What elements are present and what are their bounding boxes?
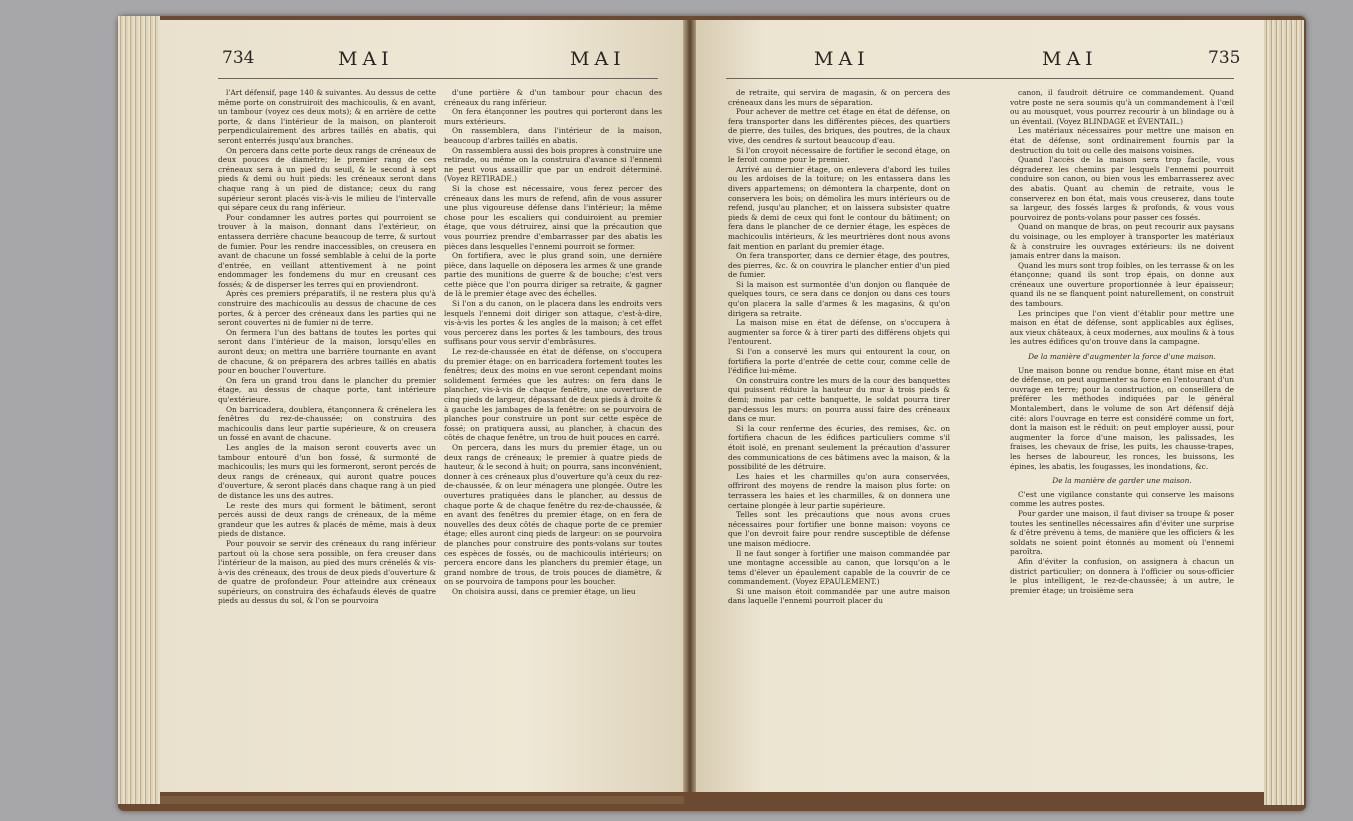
paragraph: C'est une vigilance constante qui conserve les maisons comme les autres postes. <box>1010 489 1234 509</box>
paragraph: Le rez-de-chaussée en état de défense, on s'occupera du premier étage: on en barricadera fortement toutes les fenêtres; deux des moins en vue seront cependant moins solidement fermées que les autres: on fera dans le plancher, vis-à-vis de chaque fenêtre, une ouverture de cinq pieds de largeur, dépassant de deux pieds à droite & à gauche les jambages de la fenêtre: on se pourvoira de planches pour construire un pont sur cette espèce de fossé; on pratiquera aussi, au plancher, à chacun des côtés de chaque fenêtre, un trou de huit pouces en carré. <box>444 347 662 443</box>
paragraph: Le reste des murs qui forment le bâtiment, seront percés aussi de deux rangs de créneaux, de la même grandeur que les autres & placés de même, mais à deux pieds de distance. <box>218 500 436 539</box>
right-page-edges <box>1264 20 1304 805</box>
paragraph: Si l'on a du canon, on le placera dans les endroits vers lesquels l'ennemi doit diriger son attaque, c'est-à-dire, vis-à-vis les portes & les angles de la maison; à cet effet vous percerez dans les portes & les tambours, des trous suffisans pour vous servir d'embrâsures. <box>444 299 662 347</box>
paragraph: Les principes que l'on vient d'établir pour mettre une maison en état de défense, sont applicables aux églises, aux vieux châteaux, à ceux modernes, aux moulins & à tous les autres édifices qu'on trouve dans la campagne. <box>1010 308 1234 347</box>
book-gutter <box>683 20 697 792</box>
left-page-number: 734 <box>222 48 255 68</box>
left-page-edges <box>118 16 160 804</box>
paragraph: de retraite, qui servira de magasin, & on percera des créneaux dans les murs de séparation. <box>728 88 950 107</box>
right-column-2 <box>1010 88 1234 728</box>
paragraph: Si l'on a conservé les murs qui entourent la cour, on fortifiera la porte d'entrée de cette cour, comme celle de l'édifice lui-même. <box>728 347 950 376</box>
paragraph: Les haies et les charmilles qu'on aura conservées, offriront des moyens de rendre la maison plus forte: on terrassera les haies et les charmilles, & on donnera une certaine plongée à leur partie supérieure. <box>728 471 950 510</box>
left-running-head-2: MAI <box>570 48 626 70</box>
left-page <box>160 20 684 792</box>
paragraph: On percera, dans les murs du premier étage, un ou deux rangs de créneaux; le premier à quatre pieds de hauteur, & le second à huit; on pourra, sans inconvénient, donner à ces créneaux plus d'ouverture qu'à ceux du rez-de-chaussée, & on leur ménagera une plongée. Outre les ouvertures pratiquées dans le plancher, au dessus de chaque porte & de chaque fenêtre du rez-de-chaussée, & en avant des fenêtres du premier étage, on en fera de nouvelles des deux côtés de chaque porte de ce premier étage; elles auront cinq pieds de largeur: on se pourvoira de planches pour construire des ponts-volans sur toutes ces espèces de fossés, ou de machicoulis intérieurs; on percera encore dans les planchers du premier étage, un grand nombre de trous, de trois pouces de diamètre, & on se pourvoira de tampons pour les boucher. <box>444 442 662 587</box>
paragraph: On fortifiera, avec le plus grand soin, une dernière pièce, dans laquelle on déposera les armes & une grande partie des munitions de guerre & de bouche; c'est vers cette pièce que l'on pourra diriger sa retraite, & gagner de là le premier étage avec des échelles. <box>444 251 662 299</box>
left-head-rule <box>218 78 658 79</box>
paragraph: canon, il faudroit détruire ce commandement. Quand votre poste ne sera soumis qu'à un commandement à l'œil ou au mousquet, vous pourrez recourir à un blindage ou à un éventail. (Voyez BLINDAGE et ÉVENTAIL.) <box>1010 88 1234 126</box>
right-running-head-1: MAI <box>814 48 870 70</box>
paragraph: Si l'on croyoit nécessaire de fortifier le second étage, on le feroit comme pour le premier. <box>728 145 950 165</box>
paragraph: Pour garder une maison, il faut diviser sa troupe & poser toutes les sentinelles nécessaires afin d'éviter une surprise & d'être prévenu à tems, de manière que les officiers & les soldats ne soient point étonnés au moment où l'ennemi paroîtra. <box>1010 508 1234 557</box>
paragraph: Après ces premiers préparatifs, il ne restera plus qu'à construire des machicoulis au dessus de chacune de ces portes, & à percer des créneaux dans les parties qui ne seront couvertes ni de fumier ni de terre. <box>218 289 436 328</box>
paragraph: On fermera l'un des battans de toutes les portes qui seront dans l'intérieur de la maison, lorsqu'elles en auront deux; on mettra une barrière tournante en avant de chacune, & on préparera des arbres taillés en abatis pour en boucher l'ouverture. <box>218 327 436 376</box>
section-title: De la manière de garder une maison. <box>1052 476 1192 486</box>
paragraph: On barricadera, doublera, étançonnera & crénelera les fenêtres du rez-de-chaussée; on construira des machicoulis dans leur partie supérieure, & on creusera un fossé en avant de chacune. <box>218 404 436 443</box>
paragraph: Il ne faut songer à fortifier une maison commandée par une montagne accessible au canon, que lorsqu'on a le tems d'élever un épaulement capable de la couvrir de ce commandement. (Voyez EPAULEMENT.) <box>728 548 950 587</box>
paragraph: Les matériaux nécessaires pour mettre une maison en état de défense, sont ordinairement fournis par la destruction du toit ou celle des maisons voisines. <box>1010 126 1234 155</box>
section-title: De la manière d'augmenter la force d'une maison. <box>1028 352 1216 362</box>
paragraph: Arrivé au dernier étage, on enlevera d'abord les tuiles ou les ardoises de la toiture; on les entassera dans les divers appartemens; on démontera la charpente, dont on conservera les bois; on démolira les murs intérieurs ou de refend, jusqu'au plancher, et on laissera subsister quatre pieds & demi de ceux qui font le contour du bâtiment; on fera dans le plancher de ce dernier étage, les espèces de machicoulis intérieurs, & les meurtrières dont nous avons fait mention en parlant du premier étage. <box>728 164 950 251</box>
paragraph: On rassemblera aussi des bois propres à construire une retirade, ou même on la construira d'avance si l'ennemi ne peut vous assaillir que par un endroit déterminé. (Voyez RETIRADE.) <box>444 145 662 184</box>
right-head-rule <box>726 78 1234 79</box>
paragraph: On percera dans cette porte deux rangs de créneaux de deux pouces de diamètre; le premier rang de ces créneaux sera à un pied du seuil, & le second à sept pieds & demi ou huit pieds: les créneaux seront dans chaque rang à un pied de distance; ceux du rang supérieur seront placés vis-à-vis le milieu de l'intervalle qui sépare ceux du rang inférieur. <box>218 145 436 213</box>
left-running-head-1: MAI <box>338 48 394 70</box>
paragraph: Quand l'accès de la maison sera trop facile, vous dégraderez les chemins par lesquels l'ennemi pourroit conduire son canon, ou bien vous les embarrasserez avec des abatis. Quant au chemin de retraite, vous le conserverez en bon état, mais vous creuserez, dans toute sa largeur, des fossés larges & profonds, & vous vous pourvoirez de ponts-volans pour passer ces fossés. <box>1010 155 1234 222</box>
book-tail <box>160 796 684 804</box>
paragraph: Si la maison est surmontée d'un donjon ou flanquée de quelques tours, ce sera dans ce donjon ou dans ces tours qu'on placera la salle d'armes & les magasins, & qu'on dirigera sa retraite. <box>728 279 950 318</box>
paragraph: Si la cour renferme des écuries, des remises, &c. on fortifiera chacun de les édifices particuliers comme s'il étoit isolé, en prenant seulement la précaution d'assurer des communications de ces bâtimens avec la maison, & la possibilité de les détruire. <box>728 423 950 472</box>
paragraph: Pour condamner les autres portes qui pourroient se trouver à la maison, donnant dans l'extérieur, on entassera derrière chacune beaucoup de terre, & surtout de fumier. Pour les rendre inaccessibles, on creusera en avant de chacune un fossé semblable à celui de la porte d'entrée, en veillant attentivement à ne point endommager les fondemens du mur en creusant ces fossés; & de disperser les terres qui en proviendront. <box>218 212 436 289</box>
paragraph: d'une portière & d'un tambour pour chacun des créneaux du rang inférieur. <box>444 88 662 107</box>
paragraph: Si la chose est nécessaire, vous ferez percer des créneaux dans les murs de refend, afin de vous assurer une plus vigoureuse défense dans l'intérieur; la même chose pour les escaliers qui conduiroient au premier étage, que vous détruirez, ainsi que la précaution que vous pourriez prendre d'embarrasser par des abatis les pièces dans lesquelles l'ennemi pourroit se former. <box>444 183 662 251</box>
paragraph: On fera un grand trou dans le plancher du premier étage, au dessus de chaque porte, tant intérieure qu'extérieure. <box>218 375 436 404</box>
left-column-1 <box>218 88 436 728</box>
right-running-head-2: MAI <box>1042 48 1098 70</box>
paragraph: Une maison bonne ou rendue bonne, étant mise en état de défense, on peut augmenter sa force en l'entourant d'un ouvrage en terre; pour la construction, on conseillera de préférer les méthodes indiquées par le général Montalembert, dans le volume de son Art défensif déjà cité: alors l'ouvrage en terre est considéré comme un fort, dont la maison est le réduit: on peut employer aussi, pour augmenter la force d'une maison, les palissades, les fraises, les chevaux de frise, les puits, les chausse-trapes, les herses de laboureur, les ronces, les buissons, les épines, les abatis, les fougasses, les inondations, &c. <box>1010 365 1234 471</box>
paragraph: On fera étançonner les poutres qui porteront dans les murs extérieurs. <box>444 107 662 126</box>
paragraph: Pour achever de mettre cet étage en état de défense, on fera transporter dans les différentes pièces, des quartiers de pierre, des tuiles, des briques, des poutres, de la chaux vive, des cendres & surtout beaucoup d'eau. <box>728 107 950 145</box>
left-column-2 <box>444 88 662 728</box>
right-page-number: 735 <box>1208 48 1241 68</box>
paragraph: La maison mise en état de défense, on s'occupera à augmenter sa force & à tirer parti des différens objets qui l'entourent. <box>728 318 950 347</box>
paragraph: Si une maison étoit commandée par une autre maison dans laquelle l'ennemi pourroit placer du <box>728 586 950 606</box>
paragraph: On rassemblera, dans l'intérieur de la maison, beaucoup d'arbres taillés en abatis. <box>444 126 662 145</box>
paragraph: Telles sont les précautions que nous avons crues nécessaires pour fortifier une bonne maison: voyons ce que l'on devroit faire pour rendre susceptible de défense une maison médiocre. <box>728 510 950 548</box>
paragraph: l'Art défensif, page 140 & suivantes. Au dessus de cette même porte on construiroit des machicoulis, & en avant, un tambour (voyez ces deux mots); & en arrière de cette porte, & dans l'intérieur de la maison, on planteroit perpendiculairement des arbres taillés en abatis, qui seront enterrés jusqu'aux branches. <box>218 88 436 145</box>
right-column-1 <box>728 88 950 728</box>
paragraph: On choisira aussi, dans ce premier étage, un lieu <box>452 586 636 596</box>
paragraph: Les angles de la maison seront couverts avec un tambour entouré d'un bon fossé, & surmonté de machicoulis; les murs qui les formeront, seront percés de deux rangs de créneaux, qui auront quatre pouces d'ouverture, & seront placés dans chaque rang à un pied de distance les uns des autres. <box>218 442 436 500</box>
paragraph: Quand on manque de bras, on peut recourir aux paysans du voisinage, ou les employer à transporter les matériaux & à construire les ouvrages extérieurs: ils ne doivent jamais entrer dans la maison. <box>1010 222 1234 261</box>
right-page <box>696 20 1264 792</box>
paragraph: Pour pouvoir se servir des créneaux du rang inférieur partout où la chose sera possible, on fera creuser dans l'intérieur de la maison, au pied des murs crénelés & vis-à-vis des créneaux, des trous de deux pieds d'ouverture & de quatre de profondeur. Pour atteindre aux créneaux supérieurs, on construira des échafauds élevés de quatre pieds au dessus du sol, & l'on se pourvoira <box>218 538 436 606</box>
paragraph: Quand les murs sont trop foibles, on les terrasse & on les étançonne; quand ils sont trop épais, on donne aux créneaux une ouverture proportionnée à leur épaisseur; quand ils ne se flanquent point naturellement, on construit des tambours. <box>1010 260 1234 309</box>
paragraph: Afin d'éviter la confusion, on assignera à chacun un district particulier; on donnera à l'officier ou sous-officier le plus intelligent, le rez-de-chaussée; à un autre, le premier étage; un troisième sera <box>1010 556 1234 595</box>
paragraph: On construira contre les murs de la cour des banquettes qui puissent réduire la hauteur du mur à trois pieds & demi; moins par cette banquette, le soldat pourra tirer par-dessus les murs: on pourra aussi faire des créneaux dans ce mur. <box>728 375 950 424</box>
paragraph: On fera transporter, dans ce dernier étage, des poutres, des pierres, &c. & on couvrira le plancher entier d'un pied de fumier. <box>728 251 950 280</box>
